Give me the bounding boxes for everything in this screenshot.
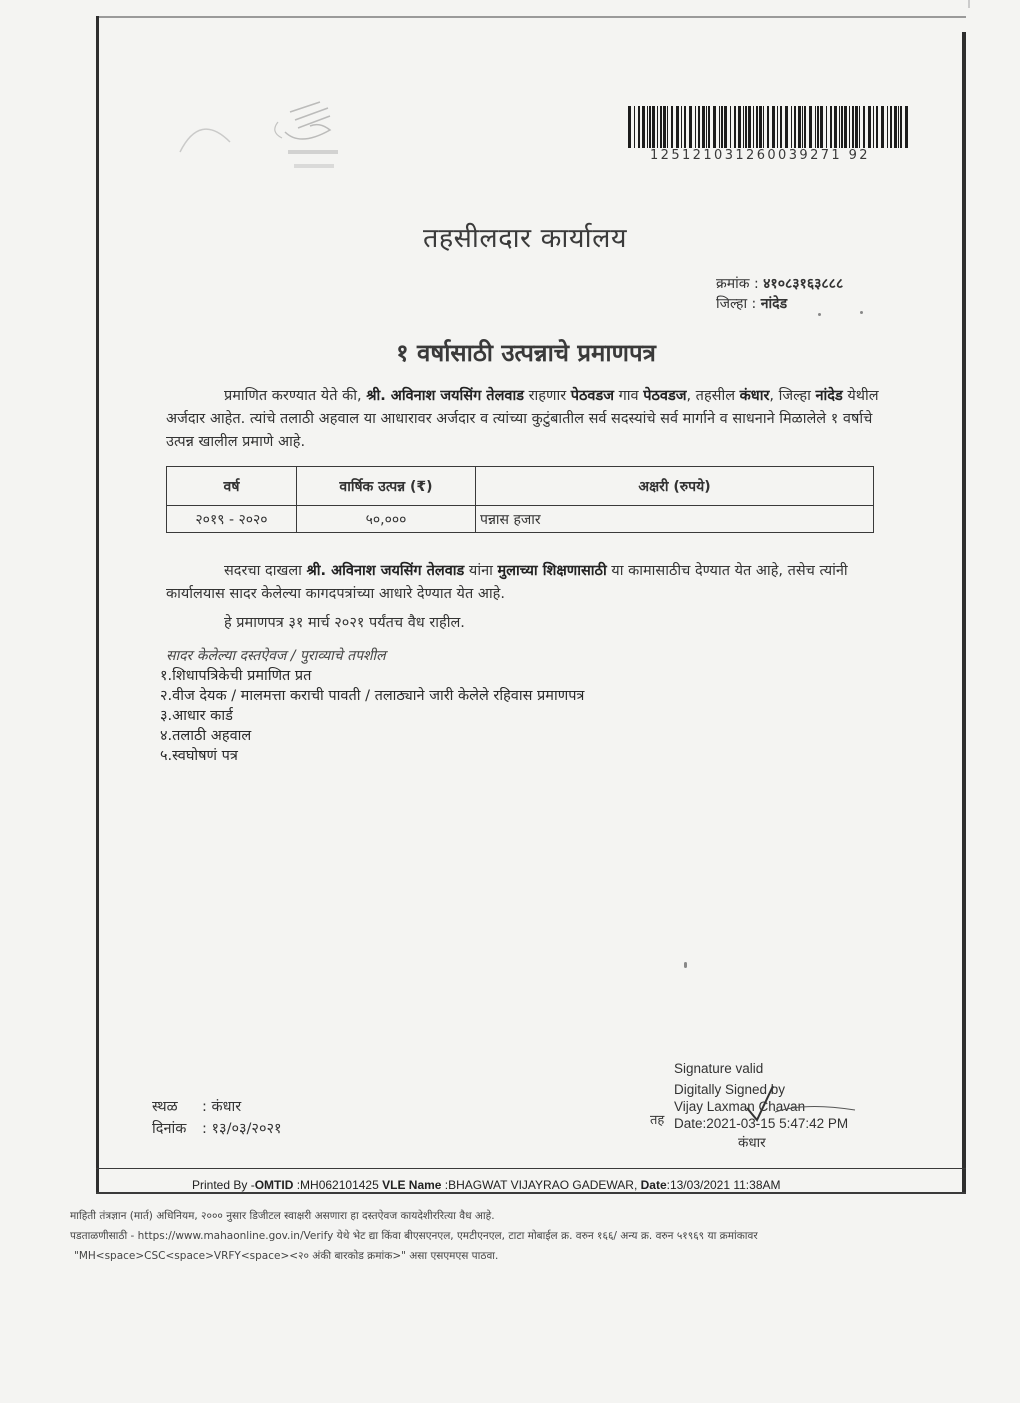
barcode-icon: [628, 106, 910, 148]
printed-divider: [96, 1168, 966, 1173]
scan-speck: [860, 311, 863, 314]
scan-speck: [684, 962, 687, 968]
applicant-name: श्री. अविनाश जयसिंग तेलवाड: [366, 388, 524, 404]
documents-heading: सादर केलेल्या दस्तऐवज / पुराव्याचे तपशील: [166, 648, 386, 664]
signatory-prefix: तह: [650, 1113, 665, 1128]
certificate-number: क्रमांक : ४१०८३१६३८८८: [716, 276, 844, 292]
para-text: प्रमाणित करण्यात येते की,: [224, 388, 367, 404]
certificate-title: १ वर्षासाठी उत्पन्नाचे प्रमाणपत्र: [396, 339, 656, 367]
signature-signed-by: Digitally Signed by: [674, 1082, 786, 1097]
footer-legal-note: माहिती तंत्रज्ञान (मार्त) अधिनियम, २००० नुसार डिजीटल स्वाक्षरी असणारा हा दस्तऐवज कायदेशीररित्या वैध आहे.: [70, 1210, 495, 1222]
certification-paragraph: [166, 385, 886, 454]
certificate-number-value: ४१०८३१६३८८८: [763, 276, 844, 292]
printed-by-bar: [96, 1176, 966, 1194]
government-emblem-icon: [170, 92, 360, 182]
cell-words: पन्नास हजार: [476, 506, 874, 533]
omtid-label: OMTID: [254, 1178, 294, 1192]
cell-income: ५०,०००: [297, 506, 476, 533]
footer-verify-note: पडताळणीसाठी - https://www.mahaonline.gov.in/Verify येथे भेट द्या किंवा बीएसएनएल, एमटीएनएल, टाटा मोबाईल क्र. वरुन १६६/ अन्य क्र. वरुन ५१९६९ या क्रमांकावर: [70, 1230, 758, 1242]
vle-label: VLE Name: [382, 1178, 442, 1192]
scan-speck: [818, 313, 821, 316]
applicant-name: श्री. अविनाश जयसिंग तेलवाड: [306, 563, 465, 579]
district-value: नांदेड: [760, 296, 788, 312]
income-table: [166, 466, 874, 533]
list-item: ४.तलाठी अहवाल: [160, 728, 252, 744]
verification-footer: [70, 1206, 950, 1266]
table-row: [167, 506, 874, 533]
para-text: , तहसील: [686, 388, 740, 404]
table-header-row: [167, 467, 874, 506]
signatory-office: कंधार: [738, 1135, 766, 1151]
header-year: वर्ष: [167, 467, 297, 506]
signature-check-icon: [735, 1080, 875, 1130]
para-text: येथील अर्जदार आहेत. त्यांचे तलाठी अहवाल या आधारावर अर्जदार व त्यांच्या कुटुंबातील सर्व सदस्यांचे सर्व मार्गाने व साधनाने मिळालेले १ वर्षाचे उत्पन्न खालील प्रमाणे आहे.: [166, 388, 879, 450]
para-text: राहणार: [523, 388, 571, 404]
barcode-number: 125121031260039271 92: [650, 148, 870, 163]
validity-statement: हे प्रमाणपत्र ३१ मार्च २०२१ पर्यंतच वैध राहील.: [224, 615, 465, 631]
residence: पेठवडज: [570, 388, 615, 404]
district: नांदेड: [815, 388, 843, 404]
list-item: २.वीज देयक / मालमत्ता कराची पावती / तलाठ्याने जारी केलेले रहिवास प्रमाणपत्र: [160, 688, 585, 704]
date-value: : १३/०३/२०२१: [202, 1121, 282, 1137]
place-value: : कंधार: [202, 1099, 242, 1115]
printed-label: Printed By -: [192, 1178, 255, 1192]
taluka: कंधार: [739, 388, 770, 404]
purpose-paragraph: [166, 560, 886, 606]
place-date-block: [152, 1096, 282, 1140]
certificate-number-label: क्रमांक: [716, 276, 750, 292]
list-item: ५.स्वघोषणं पत्र: [160, 748, 238, 764]
para-text: यांना: [464, 563, 498, 579]
place-line: [152, 1096, 282, 1118]
para-text: , जिल्हा: [769, 388, 816, 404]
printed-by-text: [192, 1178, 781, 1192]
documents-list: [160, 666, 584, 766]
date-label: दिनांक: [152, 1121, 187, 1137]
cell-year: २०१९ - २०२०: [167, 506, 297, 533]
date-line: [152, 1118, 282, 1140]
page-border-right: [962, 32, 966, 1192]
office-title: तहसीलदार कार्यालय: [422, 223, 628, 254]
print-date-value: :13/03/2021 11:38AM: [666, 1178, 781, 1192]
header-income: वार्षिक उत्पन्न (₹): [297, 467, 476, 506]
header-words: अक्षरी (रुपये): [476, 467, 874, 506]
district-line: जिल्हा : नांदेड: [716, 296, 788, 312]
district-label: जिल्हा: [716, 296, 748, 312]
list-item: १.शिधापत्रिकेची प्रमाणित प्रत: [160, 668, 312, 684]
vle-value: :BHAGWAT VIJAYRAO GADEWAR,: [441, 1178, 641, 1192]
village: पेठवडज: [643, 388, 687, 404]
omtid-value: :MH062101425: [293, 1178, 383, 1192]
para-text: सदरचा दाखला: [224, 563, 307, 579]
place-label: स्थळ: [152, 1099, 178, 1115]
page-border-left: [96, 16, 99, 1192]
list-item: ३.आधार कार्ड: [160, 708, 233, 724]
signature-status: Signature valid: [674, 1061, 764, 1076]
signer-name: Vijay Laxman Chavan: [674, 1099, 806, 1114]
para-text: या कामासाठीच देण्यात येत आहे, तसेच त्यांनी कार्यालयास सादर केलेल्या कागदपत्रांच्या आधारे देण्यात येत आहे.: [166, 563, 848, 602]
para-text: गाव: [614, 388, 644, 404]
signature-date: Date:2021-03-15 5:47:42 PM: [674, 1116, 849, 1131]
page-border-top: [96, 16, 966, 18]
footer-sms-format: "MH<space>CSC<space>VRFY<space><२० अंकी बारकोड क्रमांक>" असा एसएमएस पाठवा.: [74, 1250, 499, 1262]
purpose: मुलाच्या शिक्षणासाठी: [497, 563, 607, 579]
print-date-label: Date: [640, 1178, 667, 1192]
scan-edge: [968, 0, 970, 8]
reference-meta: [716, 274, 843, 314]
